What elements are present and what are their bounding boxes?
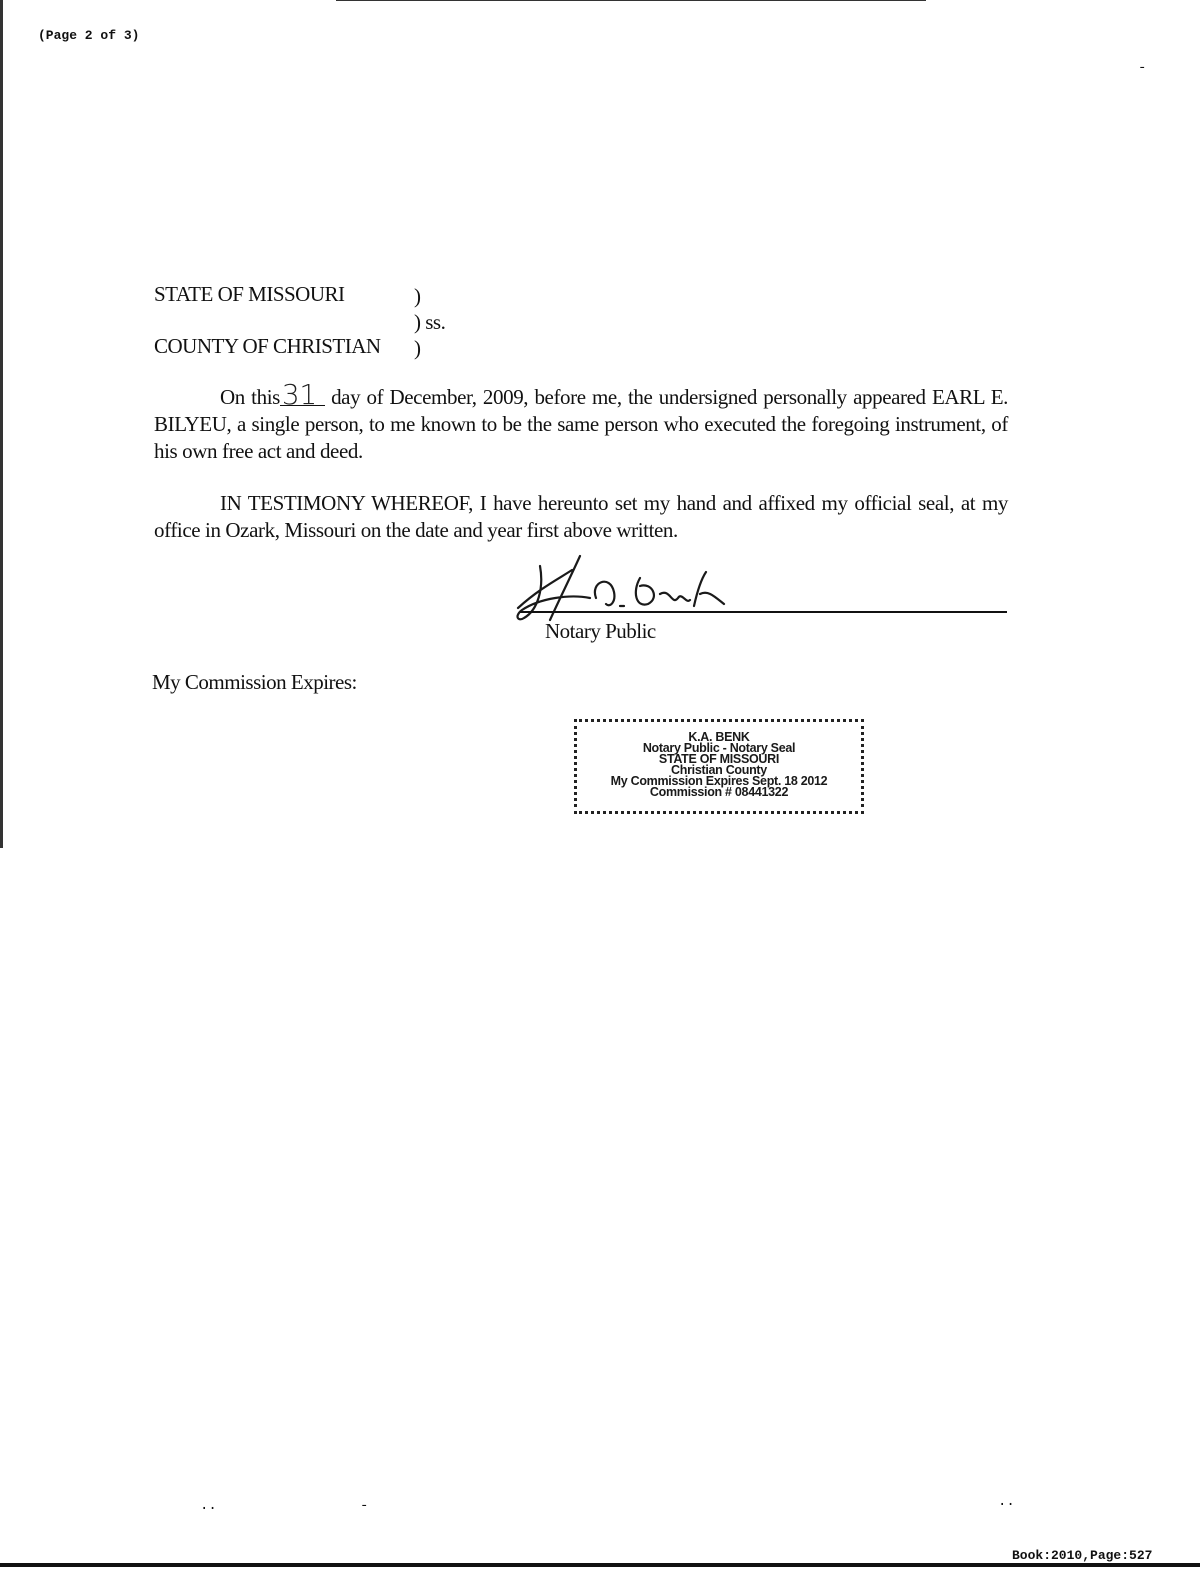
page-label: (Page 2 of 3): [38, 28, 140, 43]
venue-state: STATE OF MISSOURI: [154, 282, 345, 306]
acknowledgment-paragraph: [154, 378, 1008, 465]
venue-paren: ): [414, 336, 421, 360]
venue-county: COUNTY OF CHRISTIAN: [154, 334, 381, 358]
top-border-line: [336, 0, 926, 1]
bottom-border-line: [0, 1563, 1200, 1567]
left-edge-line: [0, 0, 3, 848]
handwritten-day: 31: [280, 385, 325, 406]
scan-mark: -: [1138, 60, 1147, 76]
ack-lead: On this: [220, 385, 280, 409]
seal-line: K.A. BENK: [688, 730, 750, 744]
commission-label: My Commission Expires:: [152, 670, 357, 694]
notary-seal-stamp: [574, 719, 864, 814]
seal-line: Commission # 08441322: [649, 785, 789, 799]
seal-line: Christian County: [671, 763, 767, 777]
signature-line: [520, 611, 1007, 613]
testimony-text: IN TESTIMONY WHEREOF, I have hereunto set my hand and affixed my official seal, at my office in Ozark, Missouri on the date and year first above written.: [154, 491, 1008, 542]
seal-line: My Commission Expires Sept. 18 2012: [610, 774, 828, 788]
scan-mark: -: [360, 1498, 369, 1514]
seal-line: Notary Public - Notary Seal: [642, 741, 796, 755]
scan-mark: ..: [200, 1498, 217, 1514]
testimony-paragraph: [154, 490, 1008, 544]
ack-text: day of December, 2009, before me, the undersigned personally appeared EARL E. BILYEU, a single person, to me known to be the same person who executed the foregoing instrument, of his own free act and deed.: [154, 385, 1008, 463]
scan-mark: ..: [998, 1494, 1015, 1510]
notary-title: Notary Public: [545, 619, 656, 643]
seal-line: STATE OF MISSOURI: [658, 752, 780, 766]
notary-signature: [510, 548, 740, 628]
book-page-label: Book:2010,Page:527: [1012, 1548, 1153, 1563]
venue-paren: ): [414, 284, 421, 308]
venue-ss: ) ss.: [414, 310, 446, 334]
